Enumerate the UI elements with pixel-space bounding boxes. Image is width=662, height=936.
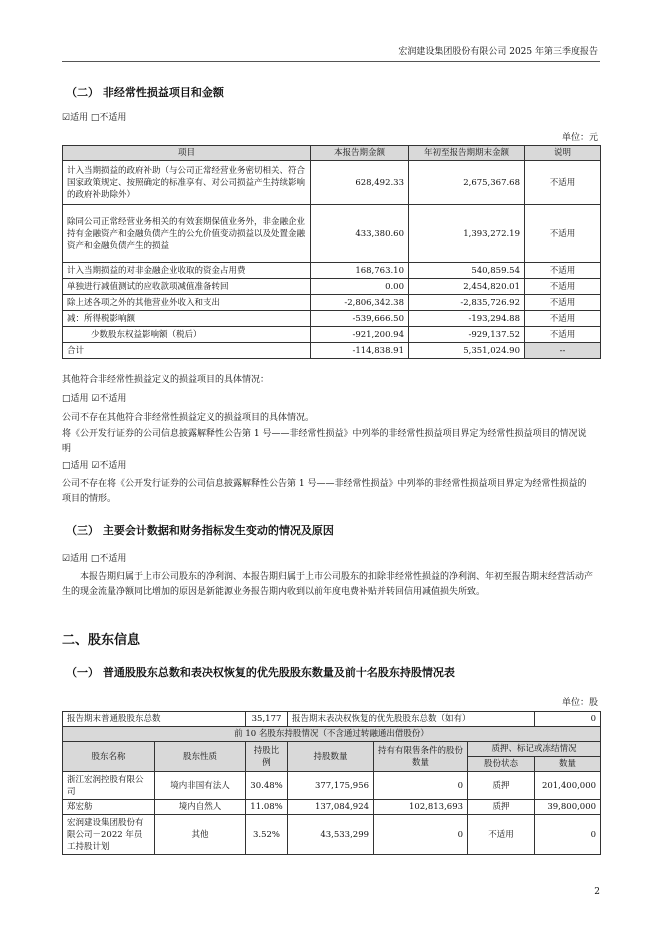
col-holder-name: 股东名称 — [63, 742, 155, 772]
ytd-cell: 5,351,024.90 — [409, 343, 525, 359]
holder-nature: 境内非国有法人 — [155, 772, 246, 800]
shareholders-subheading: （一） 普通股股东总数和表决权恢复的优先股股东数量及前十名股东持股情况表 — [66, 666, 455, 679]
shareholders-unit: 单位：股 — [561, 698, 598, 708]
ytd-cell: -929,137.52 — [409, 327, 525, 343]
current-cell: 628,492.33 — [311, 161, 409, 205]
total-holders-label: 报告期末普通股股东总数 — [63, 712, 246, 727]
table-row — [63, 800, 601, 815]
item-cell: 减：所得税影响额 — [63, 311, 311, 327]
holder-status: 不适用 — [468, 815, 535, 855]
table-row — [63, 279, 601, 295]
section3-body: 本报告期归属于上市公司股东的净利润、本报告期归属于上市公司股东的扣除非经常性损益的净利润、年初至报告期末经营活动产生的现金流量净额同比增加的原因是新能源业务报告期内收到以前年度电费补贴并转回信用减值损失所致。 — [62, 572, 594, 597]
table-row — [63, 815, 601, 855]
holder-name: 浙江宏润控股有限公司 — [63, 772, 155, 800]
col-pledge: 质押、标记或冻结情况 — [468, 742, 601, 757]
holder-restricted: 102,813,693 — [374, 800, 468, 815]
table-row — [63, 772, 601, 800]
holder-nature: 境内自然人 — [155, 800, 246, 815]
item-cell: 少数股东权益影响额（税后） — [63, 327, 311, 343]
table-row — [63, 263, 601, 279]
note-cell: 不适用 — [525, 311, 601, 327]
note-cell: 不适用 — [525, 263, 601, 279]
pref-holders-value: 0 — [535, 712, 601, 727]
col-restricted: 持有有限售条件的股份数量 — [374, 742, 468, 772]
item-cell: 计入当期损益的对非金融企业收取的资金占用费 — [63, 263, 311, 279]
section2-unit: 单位：元 — [561, 133, 598, 143]
section3-heading: （三） 主要会计数据和财务指标发生变动的情况及原因 — [66, 524, 334, 537]
current-cell: -2,806,342.38 — [311, 295, 409, 311]
col-current: 本报告期金额 — [311, 146, 409, 161]
shareholders-title: 二、股东信息 — [62, 633, 141, 648]
ytd-cell: 2,675,367.68 — [409, 161, 525, 205]
holder-pledged: 0 — [535, 815, 601, 855]
holder-ratio: 3.52% — [246, 815, 288, 855]
current-cell: -539,666.50 — [311, 311, 409, 327]
header-divider — [62, 61, 600, 62]
current-cell: -114,838.91 — [311, 343, 409, 359]
holder-quantity: 377,175,956 — [288, 772, 374, 800]
table-row — [63, 295, 601, 311]
holder-ratio: 11.08% — [246, 800, 288, 815]
item-cell: 合计 — [63, 343, 311, 359]
table-row — [63, 205, 601, 263]
note-cell: 不适用 — [525, 161, 601, 205]
section3-applicable: ☑适用 □不适用 — [62, 554, 127, 564]
other-items-para: 其他符合非经常性损益定义的损益项目的具体情况： — [62, 375, 270, 385]
item-cell: 除同公司正常经营业务相关的有效套期保值业务外，非金融企业持有金融资产和金融负债产生的公允价值变动损益以及处置金融资产和金融负债产生的损益 — [63, 205, 311, 263]
table-row — [63, 327, 601, 343]
col-quantity: 持股数量 — [288, 742, 374, 772]
col-ytd: 年初至报告期期末金额 — [409, 146, 525, 161]
item-cell: 除上述各项之外的其他营业外收入和支出 — [63, 295, 311, 311]
reclassification-para: 将《公开发行证券的公司信息披露解释性公告第 1 号——非经常性损益》中列举的非经常性损益项目界定为经常性损益项目的情况说明 — [62, 429, 587, 454]
ytd-cell: -193,294.88 — [409, 311, 525, 327]
page-number: 2 — [594, 887, 600, 897]
no-other-items-para: 公司不存在其他符合非经常性损益定义的损益项目的具体情况。 — [62, 413, 315, 423]
top10-label: 前 10 名股东持股情况（不含通过转融通出借股份） — [63, 727, 601, 742]
holder-status: 质押 — [468, 800, 535, 815]
section2-heading: （二） 非经常性损益项目和金额 — [66, 86, 224, 99]
ytd-cell: 540,859.54 — [409, 263, 525, 279]
holder-restricted: 0 — [374, 815, 468, 855]
current-cell: -921,200.94 — [311, 327, 409, 343]
ytd-cell: 2,454,820.01 — [409, 279, 525, 295]
table-row-total — [63, 343, 601, 359]
col-ratio: 持股比例 — [246, 742, 288, 772]
current-cell: 168,763.10 — [311, 263, 409, 279]
col-item: 项目 — [63, 146, 311, 161]
ytd-cell: -2,835,726.92 — [409, 295, 525, 311]
no-reclassification-para: 公司不存在将《公开发行证券的公司信息披露解释性公告第 1 号——非经常性损益》中列举的非经常性损益项目界定为经常性损益的项目的情形。 — [62, 479, 587, 504]
col-note: 说明 — [525, 146, 601, 161]
holder-name: 宏润建设集团股份有限公司－2022 年员工持股计划 — [63, 815, 155, 855]
holder-ratio: 30.48% — [246, 772, 288, 800]
note-cell: 不适用 — [525, 279, 601, 295]
holder-pledged: 201,400,000 — [535, 772, 601, 800]
col-share-count: 数量 — [535, 757, 601, 772]
note-cell: -- — [525, 343, 601, 359]
pref-holders-label: 报告期末表决权恢复的优先股股东总数（如有） — [288, 712, 535, 727]
item-cell: 计入当期损益的政府补助（与公司正常经营业务密切相关、符合国家政策规定、按照确定的标准享有、对公司损益产生持续影响的政府补助除外） — [63, 161, 311, 205]
page-header: 宏润建设集团股份有限公司 2025 年第三季度报告 — [398, 47, 598, 57]
holder-quantity: 43,533,299 — [288, 815, 374, 855]
col-share-status: 股份状态 — [468, 757, 535, 772]
holder-status: 质押 — [468, 772, 535, 800]
section2-applicable: ☑适用 □不适用 — [62, 113, 127, 123]
holder-pledged: 39,800,000 — [535, 800, 601, 815]
holder-nature: 其他 — [155, 815, 246, 855]
note-cell: 不适用 — [525, 327, 601, 343]
non-recurring-table — [62, 145, 601, 359]
holder-quantity: 137,084,924 — [288, 800, 374, 815]
table-row — [63, 161, 601, 205]
other-items-applicable: □适用 ☑不适用 — [62, 394, 127, 404]
current-cell: 0.00 — [311, 279, 409, 295]
item-cell: 单独进行减值测试的应收款项减值准备转回 — [63, 279, 311, 295]
ytd-cell: 1,393,272.19 — [409, 205, 525, 263]
current-cell: 433,380.60 — [311, 205, 409, 263]
holder-restricted: 0 — [374, 772, 468, 800]
note-cell: 不适用 — [525, 295, 601, 311]
note-cell: 不适用 — [525, 205, 601, 263]
reclassification-applicable: □适用 ☑不适用 — [62, 461, 127, 471]
holder-name: 郑宏舫 — [63, 800, 155, 815]
table-row — [63, 311, 601, 327]
col-holder-nature: 股东性质 — [155, 742, 246, 772]
shareholders-table — [62, 711, 601, 855]
total-holders-value: 35,177 — [246, 712, 288, 727]
